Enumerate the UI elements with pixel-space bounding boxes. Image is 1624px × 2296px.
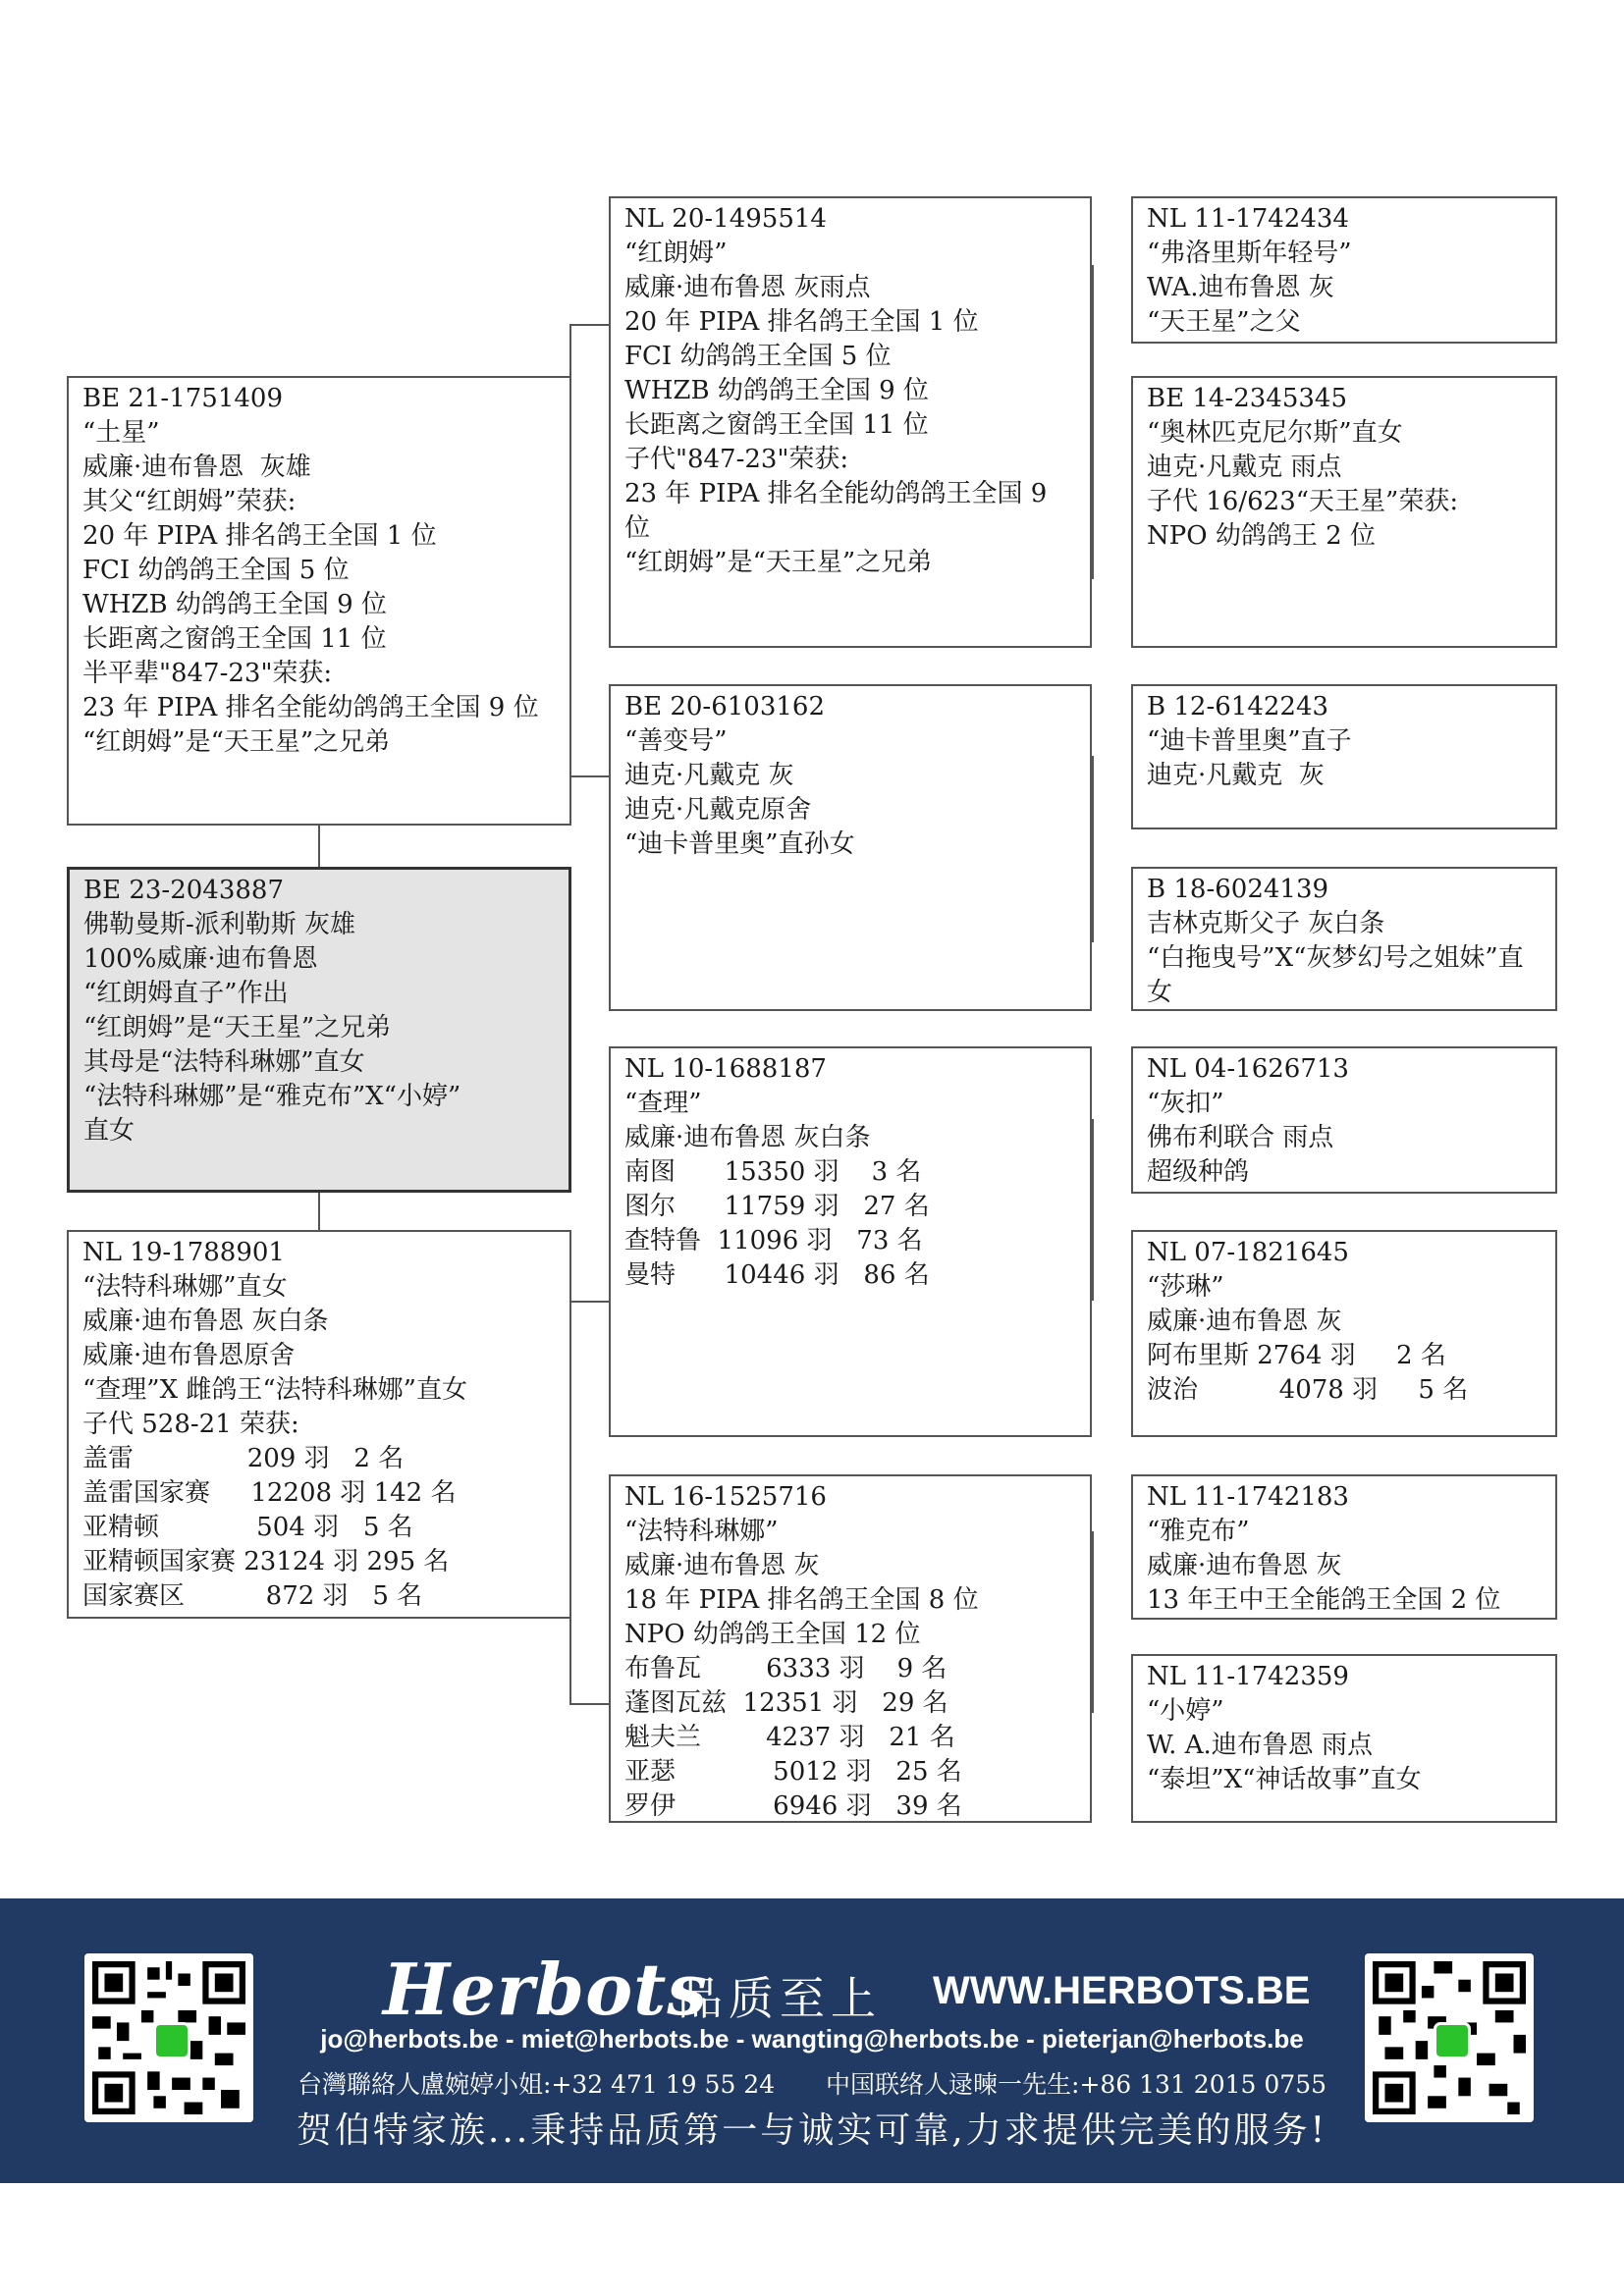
slogan: 品质至上 xyxy=(677,1972,882,2025)
great-granddam-1-card xyxy=(1131,376,1557,648)
great-grandsire-1-card xyxy=(1131,196,1557,344)
great-granddam-2-card xyxy=(1131,867,1557,1011)
motto: 贺伯特家族...秉持品质第一与诚实可靠,力求提供完美的服务! xyxy=(296,2110,1328,2151)
text-line: 佛勒曼斯-派利勒斯 灰雄 xyxy=(83,910,356,939)
text-line: 23 年 PIPA 排名全能幼鸽鸽王全国 9 位 xyxy=(82,693,539,722)
ring-number: NL 16-1525716 xyxy=(624,1482,827,1512)
text-line: WA.迪布鲁恩 灰 xyxy=(1147,273,1334,302)
grandsire-sire-side-card xyxy=(609,196,1092,648)
text-line: 威廉·迪布鲁恩原舍 xyxy=(82,1341,296,1370)
text-line: FCI 幼鸽鸽王全国 5 位 xyxy=(82,556,350,585)
text-line: 其母是“法特科琳娜”直女 xyxy=(83,1047,365,1077)
ring-number: BE 14-2345345 xyxy=(1147,384,1348,413)
grandsire-dam-side-card xyxy=(609,1046,1092,1437)
result-line: 布鲁瓦 6333 羽 9 名 xyxy=(624,1654,947,1683)
text-line: 长距离之窗鸽王全国 11 位 xyxy=(82,624,387,654)
connector-line xyxy=(569,1301,609,1303)
text-line: 威廉·迪布鲁恩 灰雨点 xyxy=(624,273,871,302)
text-line: “红朗姆直子”作出 xyxy=(83,979,289,1008)
result-line: 罗伊 6946 羽 39 名 xyxy=(624,1791,962,1821)
text-line: 18 年 PIPA 排名鸽王全国 8 位 xyxy=(624,1585,979,1615)
result-line: 图尔 11759 羽 27 名 xyxy=(624,1192,930,1221)
wechat-icon xyxy=(1434,2022,1471,2059)
text-line: “红朗姆”是“天王星”之兄弟 xyxy=(624,548,933,577)
result-line: 查特鲁 11096 羽 73 名 xyxy=(624,1226,923,1255)
text-line: “法特科琳娜”是“雅克布”X“小婷” xyxy=(83,1082,461,1111)
text-line: 长距离之窗鸽王全国 11 位 xyxy=(624,410,929,440)
footer-banner xyxy=(0,1898,1624,2183)
brand-row xyxy=(383,1948,1311,2031)
ring-number: B 18-6024139 xyxy=(1147,875,1329,904)
text-line: “小婷” xyxy=(1147,1696,1224,1726)
great-grandsire-2-card xyxy=(1131,684,1557,829)
text-line: “弗洛里斯年轻号” xyxy=(1147,239,1352,268)
text-line: 吉林克斯父子 灰白条 xyxy=(1147,909,1385,938)
ring-number: NL 07-1821645 xyxy=(1147,1238,1349,1267)
text-line: NPO 幼鸽鸽王全国 12 位 xyxy=(624,1620,921,1649)
connector-line xyxy=(1092,265,1094,579)
text-line: 直女 xyxy=(83,1116,135,1146)
connector-line xyxy=(1092,756,1094,942)
connector-line xyxy=(569,1703,609,1705)
sire-card xyxy=(67,376,571,826)
result-line: 曼特 10446 羽 86 名 xyxy=(624,1260,930,1290)
connector-line xyxy=(569,775,609,777)
ring-number: NL 11-1742183 xyxy=(1147,1482,1349,1512)
contact-taiwan: 台灣聯絡人盧婉婷小姐:+32 471 19 55 24 xyxy=(297,2070,776,2099)
text-line: 迪克·凡戴克原舍 xyxy=(624,795,812,825)
text-line: “红朗姆” xyxy=(624,239,728,268)
qr-code-wechat[interactable] xyxy=(1365,1953,1534,2122)
text-line: 20 年 PIPA 排名鸽王全国 1 位 xyxy=(82,521,437,551)
text-line: 子代 16/623“天王星”荣获: xyxy=(1147,487,1459,516)
ring-number: NL 19-1788901 xyxy=(82,1238,285,1267)
text-line: 威廉·迪布鲁恩 灰 xyxy=(1147,1307,1342,1336)
contact-china: 中国联络人逯暕一先生:+86 131 2015 0755 xyxy=(826,2070,1327,2099)
text-line: “查理” xyxy=(624,1089,702,1118)
connector-line xyxy=(1092,1531,1094,1713)
text-line: 威廉·迪布鲁恩 灰雄 xyxy=(82,453,311,482)
herbots-logo: Herbots xyxy=(383,1948,708,2031)
text-line: 威廉·迪布鲁恩 灰白条 xyxy=(82,1307,329,1336)
text-line: 威廉·迪布鲁恩 灰 xyxy=(1147,1551,1342,1580)
text-line: “莎琳” xyxy=(1147,1272,1224,1302)
text-line: “灰扣” xyxy=(1147,1089,1224,1118)
text-line: “法特科琳娜”直女 xyxy=(82,1272,288,1302)
text-line: 迪克·凡戴克 灰 xyxy=(1147,761,1325,790)
great-granddam-3-card xyxy=(1131,1230,1557,1437)
text-line: 佛布利联合 雨点 xyxy=(1147,1123,1334,1152)
ring-number: BE 20-6103162 xyxy=(624,692,826,721)
result-line: 盖雷 209 羽 2 名 xyxy=(82,1444,405,1473)
text-line: “土星” xyxy=(82,418,160,448)
ring-number: NL 20-1495514 xyxy=(624,204,827,234)
ring-number: NL 11-1742359 xyxy=(1147,1662,1349,1691)
text-line: WHZB 幼鸽鸽王全国 9 位 xyxy=(82,590,387,619)
text-line: 20 年 PIPA 排名鸽王全国 1 位 xyxy=(624,307,979,337)
text-line: “法特科琳娜” xyxy=(624,1517,779,1546)
ring-number: NL 10-1688187 xyxy=(624,1054,827,1084)
result-line: 蓬图瓦兹 12351 羽 29 名 xyxy=(624,1688,948,1718)
email-addresses[interactable]: jo@herbots.be - miet@herbots.be - wangting@herbots.be - pieterjan@herbots.be xyxy=(320,2024,1304,2054)
result-line: 盖雷国家赛 12208 羽 142 名 xyxy=(82,1478,457,1508)
website-link[interactable]: WWW.HERBOTS.BE xyxy=(933,1969,1311,2012)
text-line: “迪卡普里奥”直孙女 xyxy=(624,829,855,859)
connector-line xyxy=(318,1193,320,1230)
text-line: 100%威廉·迪布鲁恩 xyxy=(83,944,318,974)
connector-line xyxy=(569,324,609,326)
text-line: 威廉·迪布鲁恩 灰白条 xyxy=(624,1123,871,1152)
text-line: “红朗姆”是“天王星”之兄弟 xyxy=(83,1013,392,1042)
dam-card xyxy=(67,1230,571,1619)
text-line: WHZB 幼鸽鸽王全国 9 位 xyxy=(624,376,929,405)
granddam-dam-side-card xyxy=(609,1474,1092,1823)
granddam-sire-side-card xyxy=(609,684,1092,1011)
text-line: “迪卡普里奥”直子 xyxy=(1147,726,1352,756)
text-line: 子代"847-23"荣获: xyxy=(624,445,849,474)
ring-number: BE 23-2043887 xyxy=(83,876,285,905)
result-line: 亚瑟 5012 羽 25 名 xyxy=(624,1757,962,1787)
text-line: FCI 幼鸽鸽王全国 5 位 xyxy=(624,342,892,371)
result-line: 阿布里斯 2764 羽 2 名 xyxy=(1147,1341,1446,1370)
text-line: 13 年王中王全能鸽王全国 2 位 xyxy=(1147,1585,1501,1615)
ring-number: NL 04-1626713 xyxy=(1147,1054,1349,1084)
text-line: “奥林匹克尼尔斯”直女 xyxy=(1147,418,1403,448)
text-line: “善变号” xyxy=(624,726,728,756)
ring-number: BE 21-1751409 xyxy=(82,384,284,413)
text-line: “天王星”之父 xyxy=(1147,307,1301,337)
great-grandsire-4-card xyxy=(1131,1474,1557,1620)
text-line: 半平辈"847-23"荣获: xyxy=(82,659,333,688)
result-line: 亚精顿 504 羽 5 名 xyxy=(82,1513,413,1542)
text-line: “查理”X 雌鸽王“法特科琳娜”直女 xyxy=(82,1375,467,1405)
text-line: 位 xyxy=(624,513,651,543)
ring-number: NL 11-1742434 xyxy=(1147,204,1349,234)
text-line: 子代 528-21 荣获: xyxy=(82,1410,299,1439)
result-line: 波治 4078 羽 5 名 xyxy=(1147,1375,1469,1405)
result-line: 南图 15350 羽 3 名 xyxy=(624,1157,922,1187)
subject-pigeon-card xyxy=(67,867,571,1193)
text-line: “雅克布” xyxy=(1147,1517,1250,1546)
text-line: 迪克·凡戴克 雨点 xyxy=(1147,453,1342,482)
text-line: 超级种鸽 xyxy=(1147,1157,1250,1187)
text-line: 威廉·迪布鲁恩 灰 xyxy=(624,1551,820,1580)
text-line: “白拖曳号”X“灰梦幻号之姐妹”直女 xyxy=(1147,943,1524,1007)
text-line: “泰坦”X“神话故事”直女 xyxy=(1147,1765,1422,1794)
result-line: 魁夫兰 4237 羽 21 名 xyxy=(624,1723,955,1752)
result-line: 亚精顿国家赛 23124 羽 295 名 xyxy=(82,1547,450,1576)
text-line: W. A.迪布鲁恩 雨点 xyxy=(1147,1731,1374,1760)
text-line: NPO 幼鸽鸽王 2 位 xyxy=(1147,521,1376,551)
text-line: 其父“红朗姆”荣获: xyxy=(82,487,297,516)
text-line: 23 年 PIPA 排名全能幼鸽鸽王全国 9 xyxy=(624,479,1048,508)
ring-number: B 12-6142243 xyxy=(1147,692,1329,721)
great-granddam-4-card xyxy=(1131,1654,1557,1823)
text-line: 迪克·凡戴克 灰 xyxy=(624,761,794,790)
result-line: 国家赛区 872 羽 5 名 xyxy=(82,1581,423,1611)
connector-line xyxy=(318,826,320,867)
connector-line xyxy=(1092,1119,1094,1301)
great-grandsire-3-card xyxy=(1131,1046,1557,1194)
text-line: “红朗姆”是“天王星”之兄弟 xyxy=(82,727,391,757)
